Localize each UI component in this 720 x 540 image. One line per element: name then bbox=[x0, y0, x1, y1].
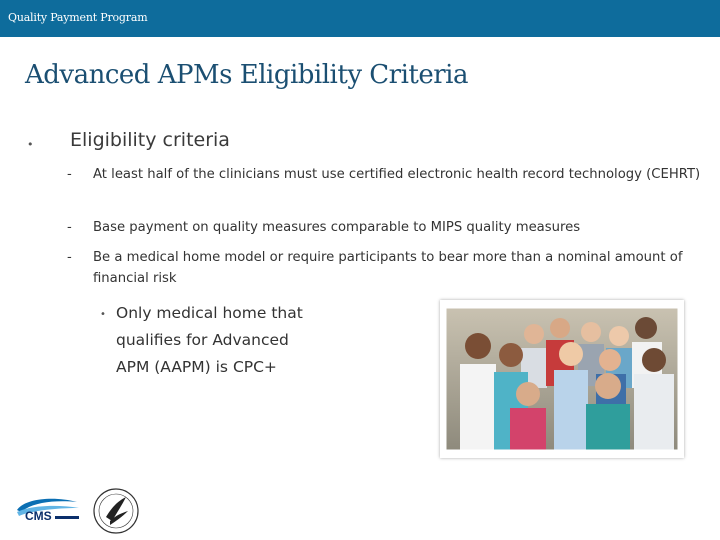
dash-icon: - bbox=[67, 220, 72, 235]
header-bar bbox=[0, 0, 720, 37]
sub-bullet-3 bbox=[67, 247, 707, 289]
nested-bullet: Only medical home that qualifies for Advanced APM (AAPM) is CPC+ bbox=[116, 304, 303, 376]
bullet-dot-icon: • bbox=[27, 138, 34, 151]
slide-title: Advanced APMs Eligibility Criteria bbox=[25, 60, 468, 90]
clinicians-group-image bbox=[446, 308, 678, 450]
cms-logo bbox=[15, 496, 83, 526]
sub-bullet-text: Be a medical home model or require participants to bear more than a nominal amount of financial risk bbox=[93, 250, 683, 286]
sub-bullet-1 bbox=[67, 164, 707, 185]
dash-icon: - bbox=[67, 167, 72, 182]
hhs-seal-icon bbox=[92, 487, 140, 535]
sub-bullet-text: At least half of the clinicians must use certified electronic health record technology (CEHRT) bbox=[93, 167, 701, 182]
main-bullet: Eligibility criteria bbox=[70, 129, 230, 151]
nested-bullet-dot-icon: • bbox=[100, 309, 106, 320]
sub-bullet-text: Base payment on quality measures comparable to MIPS quality measures bbox=[93, 220, 581, 235]
dash-icon: - bbox=[67, 250, 72, 265]
program-name: Quality Payment Program bbox=[8, 11, 148, 24]
sub-bullet-2 bbox=[67, 217, 707, 238]
healthcare-team-photo bbox=[440, 300, 684, 458]
cms-logo-text: CMS bbox=[25, 509, 52, 523]
